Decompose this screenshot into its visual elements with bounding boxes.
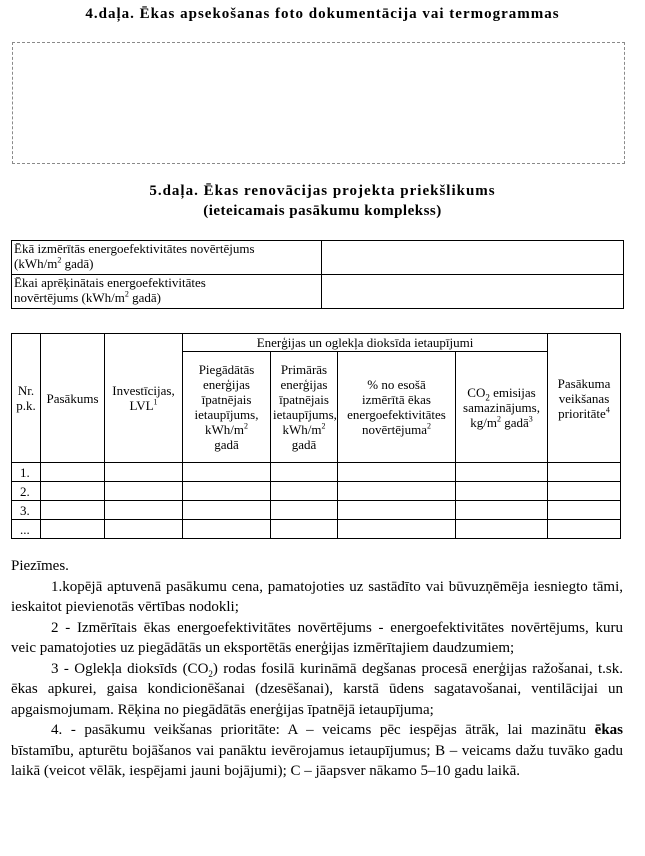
assessment-table xyxy=(11,240,624,309)
table-row: 2. xyxy=(12,482,621,501)
note-3: 3 - Oglekļa dioksīds $(CO_2)$ rodas fosilā kurināmā degšanas procesā enerģijas ražošanai, t.sk. ēkas apkurei, gaisa kondicionēšanai (dzesēšanai), karstā ūdens sagatavošanai, ventilācijai un apgaismojumam. Rēķina no piegādātās enerģijas īpatnējā ietaupījuma; xyxy=(11,660,623,718)
col-group-savings: Enerģijas un oglekļa dioksīda ietaupījumi xyxy=(183,334,548,352)
col-nr: Nr. p.k. xyxy=(12,334,41,463)
section4-title: 4.daļa. Ēkas apsekošanas foto dokumentācija vai termogrammas xyxy=(85,6,560,22)
notes xyxy=(11,556,623,782)
assessment-row-calculated xyxy=(12,275,624,309)
measured-label: Ēkā izmērītās energoefektivitātes novērtējums ($kWh/m^2$ gadā) xyxy=(12,241,322,275)
section5-title: 5.daļa. Ēkas renovācijas projekta priekšlikums xyxy=(149,183,496,199)
table-row: 3. xyxy=(12,501,621,520)
table-row: 1. xyxy=(12,463,621,482)
note-4: 4. - pasākumu veikšanas prioritāte: A – veicams pēc iespējas ātrāk, lai mazinātu ēkas bīstamību, apturētu bojāšanos vai panāktu ievērojamus ietaupījumus; B – veicams dažu tuvāko gadu laikā (veicot vēlāk, iespējami jauni bojājumi); C – jāapsver nākamo 5–10 gadu laikā. xyxy=(11,722,623,779)
measures-table xyxy=(11,333,621,539)
table-row: ... xyxy=(12,520,621,539)
photo-placeholder xyxy=(12,42,625,164)
calculated-label: Ēkai aprēķinātais energoefektivitātes novērtējums ($kWh/m^2$ gadā) xyxy=(12,275,322,309)
note-1: 1.kopējā aptuvenā pasākumu cena, pamatojoties uz sastādīto vai būvuzņēmēja iesniegto tāmi, ieskaitot pievienotās vērtības nodokli; xyxy=(11,578,623,615)
calculated-value[interactable] xyxy=(322,275,624,309)
col-supplied-energy: Piegādātās enerģijas īpatnējais ietaupījums, kWh/$m^2$ gadā xyxy=(183,352,271,463)
col-priority: Pasākuma veikšanas prioritāte$^4$ xyxy=(548,334,621,463)
measured-value[interactable] xyxy=(322,241,624,275)
col-measure: Pasākums xyxy=(41,334,105,463)
assessment-row-measured xyxy=(12,241,624,275)
col-primary-energy: Primārās enerģijas īpatnējais ietaupījums, kWh/$m^2$ gadā xyxy=(271,352,338,463)
col-percent: % no esošā izmērītā ēkas energoefektivitātes novērtējuma$^2$ xyxy=(338,352,456,463)
col-investment: Investīcijas, LVL$^1$ xyxy=(105,334,183,463)
note-2: 2 - Izmērītais ēkas energoefektivitātes novērtējums - energoefektivitātes novērtējums, kuru veic pamatojoties uz piegādātās un eksportētās enerģijas izmērītajiem daudzumiem; xyxy=(11,619,623,656)
notes-heading: Piezīmes. xyxy=(11,558,69,574)
section5-subtitle: (ieteicamais pasākumu komplekss) xyxy=(203,203,442,219)
col-co2: $CO_2$ emisijas samazinājums, $kg/m^2$ gadā$^3$ xyxy=(456,352,548,463)
